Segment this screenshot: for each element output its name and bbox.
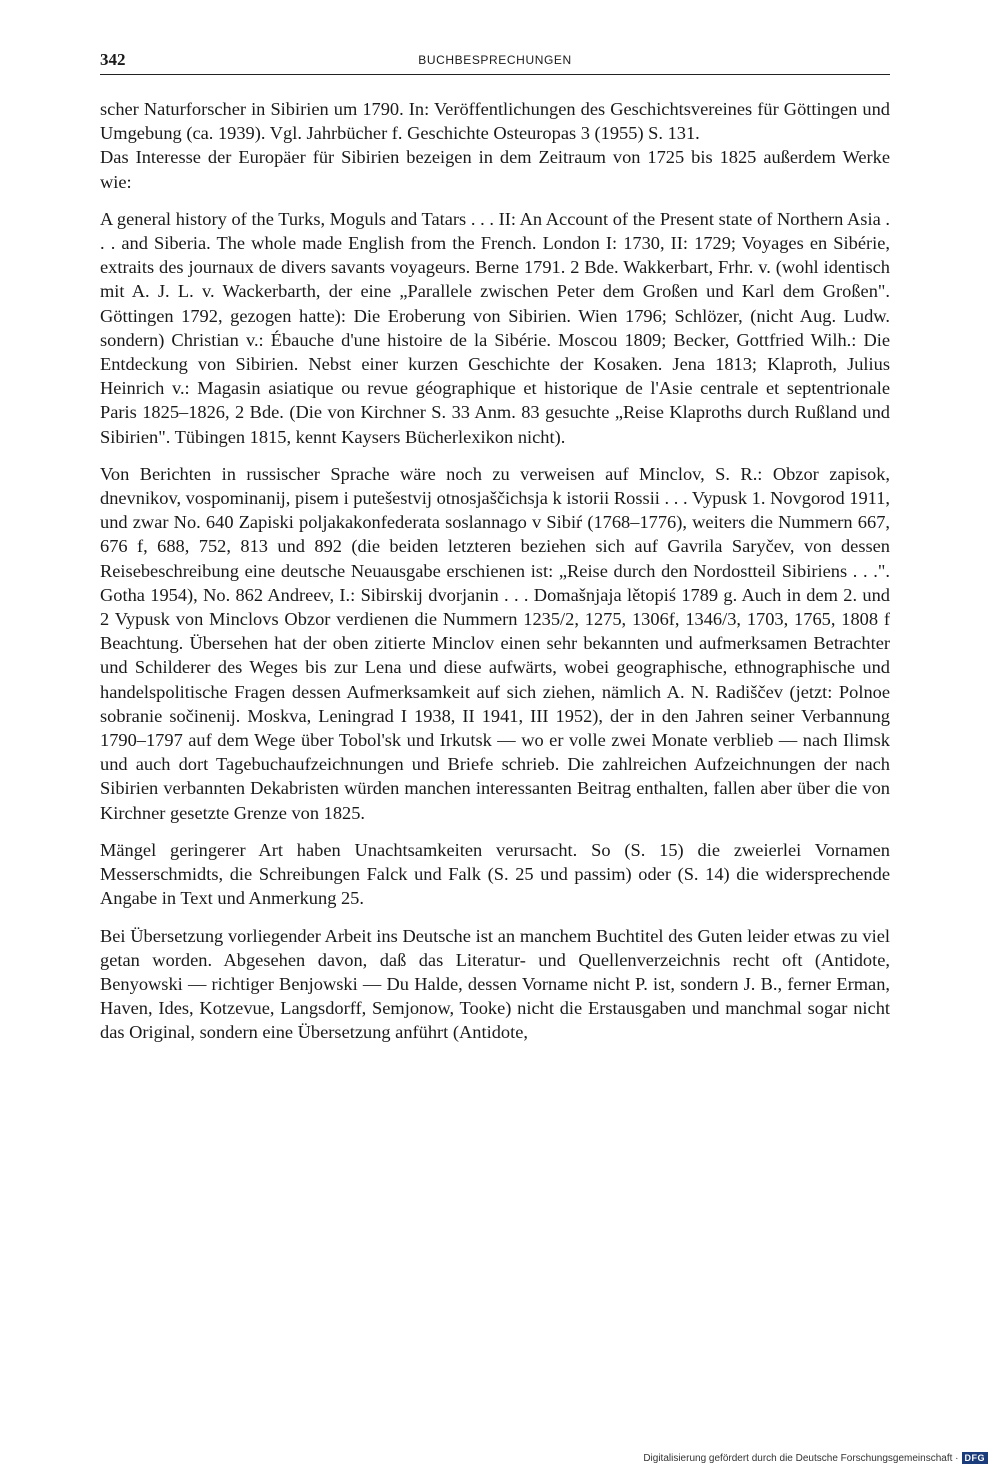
body-text [100, 97, 890, 1045]
paragraph-6: Bei Übersetzung vorliegender Arbeit ins Deutsche ist an manchem Buchtitel des Guten leider etwas zu viel getan worden. Abgesehen davon, daß das Literatur- und Quellenverzeichnis recht oft (Antidote, Benyowski — richtiger Benjowski — Du Halde, dessen Vorname nicht P. ist, sondern J. B., ferner Erman, Haven, Ides, Kotzevue, Langsdorff, Semjonow, Tooke) nicht die Erstausgaben und manchmal sogar nicht das Original, sondern eine Übersetzung anführt (Antidote, [100, 925, 890, 1043]
dfg-logo: DFG [962, 1452, 989, 1464]
page-number: 342 [100, 50, 126, 69]
paragraph-2: Das Interesse der Europäer für Sibirien bezeigen in dem Zeitraum von 1725 bis 1825 außerdem Werke wie: [100, 147, 890, 192]
paragraph-3: A general history of the Turks, Moguls and Tatars . . . II: An Account of the Present state of Northern Asia . . . and Siberia. The whole made English from the French. London I: 1730, II: 1729; Voyages en Sibérie, extraits des journaux de divers savants voyageurs. Berne 1791. 2 Bde. Wakkerbart, Frhr. v. (wohl identisch mit A. J. L. v. Wackerbarth, der eine „Parallele zwischen Peter dem Großen und Karl dem Großen". Göttingen 1792, gezogen hatte): Die Eroberung von Sibirien. Wien 1796; Schlözer, (nicht Aug. Ludw. sondern) Christian v.: Ébauche d'une histoire de la Sibérie. Moscou 1809; Becker, Gottfried Wilh.: Die Entdeckung von Sibirien. Nebst einer kurzen Geschichte der Kosaken. Jena 1813; Klaproth, Julius Heinrich v.: Magasin asiatique ou revue géographique et historique de l'Asie centrale et septentrionale Paris 1825–1826, 2 Bde. (Die von Kirchner S. 33 Anm. 83 gesuchte „Reise Klaproths durch Rußland und Sibirien". Tübingen 1815, kennt Kaysers Bücherlexikon nicht). [100, 208, 890, 447]
running-head: BUCHBESPRECHUNGEN [418, 53, 572, 67]
paragraph-1: scher Naturforscher in Sibirien um 1790. In: Veröffentlichungen des Geschichtsvereines für Göttingen und Umgebung (ca. 1939). Vgl. Jahrbücher f. Geschichte Osteuropas 3 (1955) S. 131. [100, 99, 890, 144]
digitization-credit [643, 1452, 988, 1464]
book-page [100, 48, 890, 1045]
paragraph-5: Mängel geringerer Art haben Unachtsamkeiten verursacht. So (S. 15) die zweierlei Vornamen Messerschmidts, die Schreibungen Falck und Falk (S. 25 und passim) oder (S. 14) die widersprechende Angabe in Text und Anmerkung 25. [100, 839, 890, 909]
paragraph-4: Von Berichten in russischer Sprache wäre noch zu verweisen auf Minclov, S. R.: Obzor zapisok, dnevnikov, vospominanij, pisem i putešestvij otnosjaščichsja k istorii Rossii . . . Vypusk 1. Novgorod 1911, und zwar No. 640 Zapiski poljakakonfederata soslannago v Sibiŕ (1768–1776), weiters die Nummern 667, 676 f, 688, 752, 813 und 892 (die beiden letzteren beziehen sich auf Gavrila Saryčev, von dessen Reisebeschreibung eine deutsche Neuausgabe erschienen ist: „Reise durch den Nordostteil Sibiriens . . .". Gotha 1954), No. 862 Andreev, I.: Sibirskij dvorjanin . . . Domašnjaja lětopiś 1789 g. Auch in dem 2. und 2 Vypusk von Minclovs Obzor verdienen die Nummern 1235/2, 1275, 1306f, 1346/3, 1703, 1765, 1808 f Beachtung. Übersehen hat der oben zitierte Minclov einen sehr bekannten und aufmerksamen Betrachter und Schilderer des Weges bis zur Lena und diese aufwärts, wobei geographische, ethnographische und handelspolitische Fragen dessen Aufmerksamkeit auf sich ziehen, nämlich A. N. Radiščev (jetzt: Polnoe sobranie sočinenij. Moskva, Leningrad I 1938, II 1941, III 1952), der in den Jahren seiner Verbannung 1790–1797 auf dem Wege über Tobol'sk und Irkutsk — wo er volle zwei Monate verblieb — nach Ilimsk und auch dort Tagebuchaufzeichnungen und Briefe schrieb. Die zahlreichen Aufzeichnungen der nach Sibirien verbannten Dekabristen würden manchen interessanten Beitrag enthalten, fallen aber über die von Kirchner gesetzte Grenze von 1825. [100, 463, 890, 823]
page-header [100, 48, 890, 75]
credit-text: Digitalisierung gefördert durch die Deutsche Forschungsgemeinschaft · [643, 1452, 959, 1464]
